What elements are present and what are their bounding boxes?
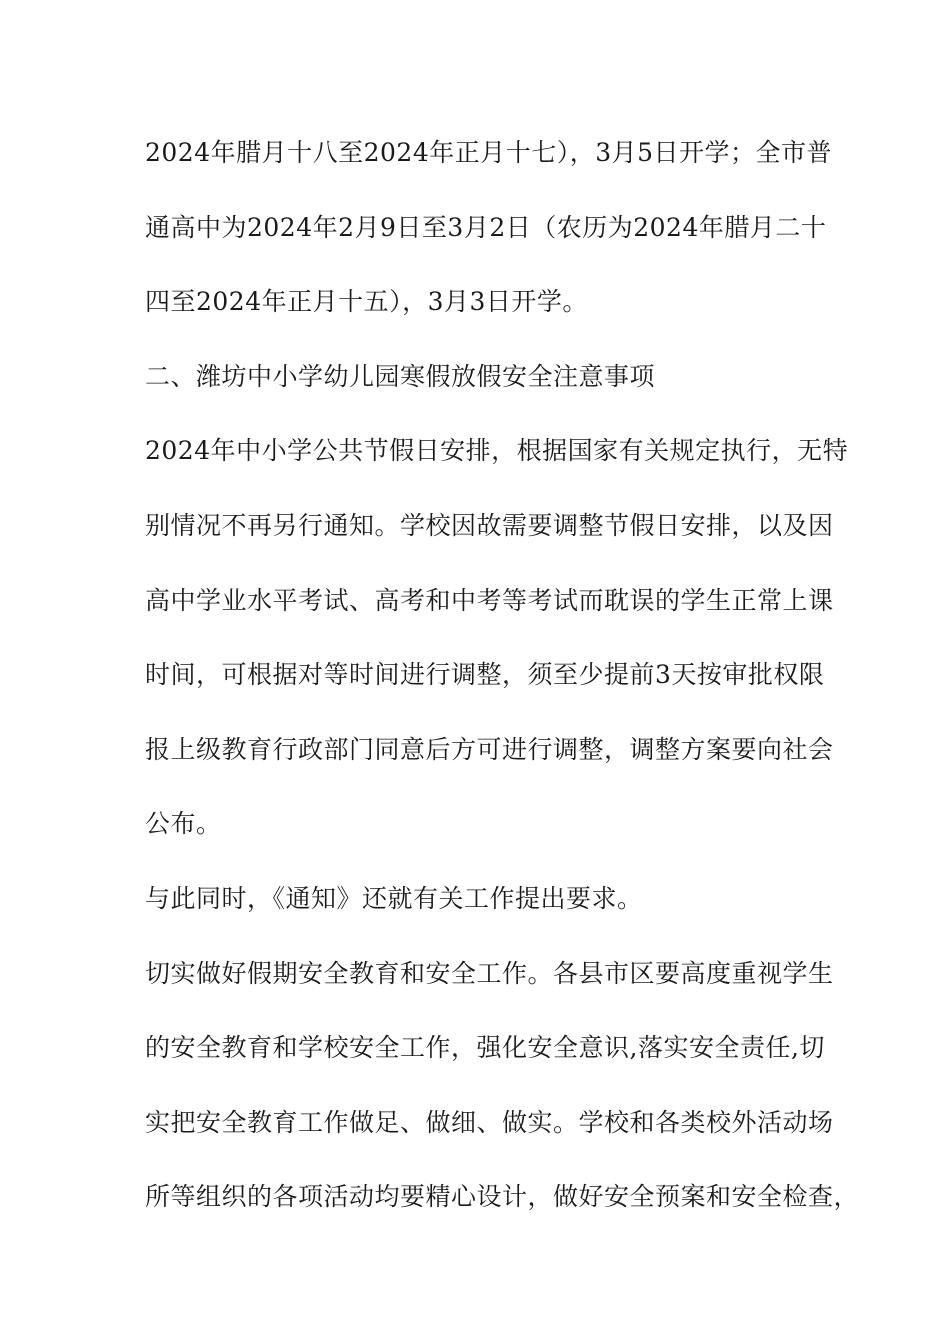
text-line: 所等组织的各项活动均要精心设计，做好安全预案和安全检查， [145,1182,860,1212]
text-line: 的安全教育和学校安全工作，强化安全意识,落实安全责任,切 [145,1033,825,1063]
text-line: 报上级教育行政部门同意后方可进行调整，调整方案要向社会 [145,734,834,764]
text-line: 切实做好假期安全教育和安全工作。各县市区要高度重视学生 [145,958,834,988]
text-line: 别情况不再另行通知。学校因故需要调整节假日安排，以及因 [145,510,834,540]
text-line: 通高中为2024年2月9日至3月2日（农历为2024年腊月二十 [145,212,827,242]
text-line: 公布。 [145,809,222,839]
text-line: 2024年腊月十八至2024年正月十七），3月5日开学；全市普 [145,138,833,167]
text-line: 与此同时，《通知》还就有关工作提出要求。 [145,883,643,913]
section-heading: 二、潍坊中小学幼儿园寒假放假安全注意事项 [145,361,656,391]
text-line: 2024年中小学公共节假日安排，根据国家有关规定执行，无特 [145,436,849,466]
text-line: 时间，可根据对等时间进行调整，须至少提前3天按审批权限 [145,660,825,690]
text-line: 实把安全教育工作做足、做细、做实。学校和各类校外活动场 [145,1107,834,1137]
document-body [145,130,860,1249]
text-line: 高中学业水平考试、高考和中考等考试而耽误的学生正常上课 [145,585,834,615]
text-line: 四至2024年正月十五），3月3日开学。 [145,287,588,317]
